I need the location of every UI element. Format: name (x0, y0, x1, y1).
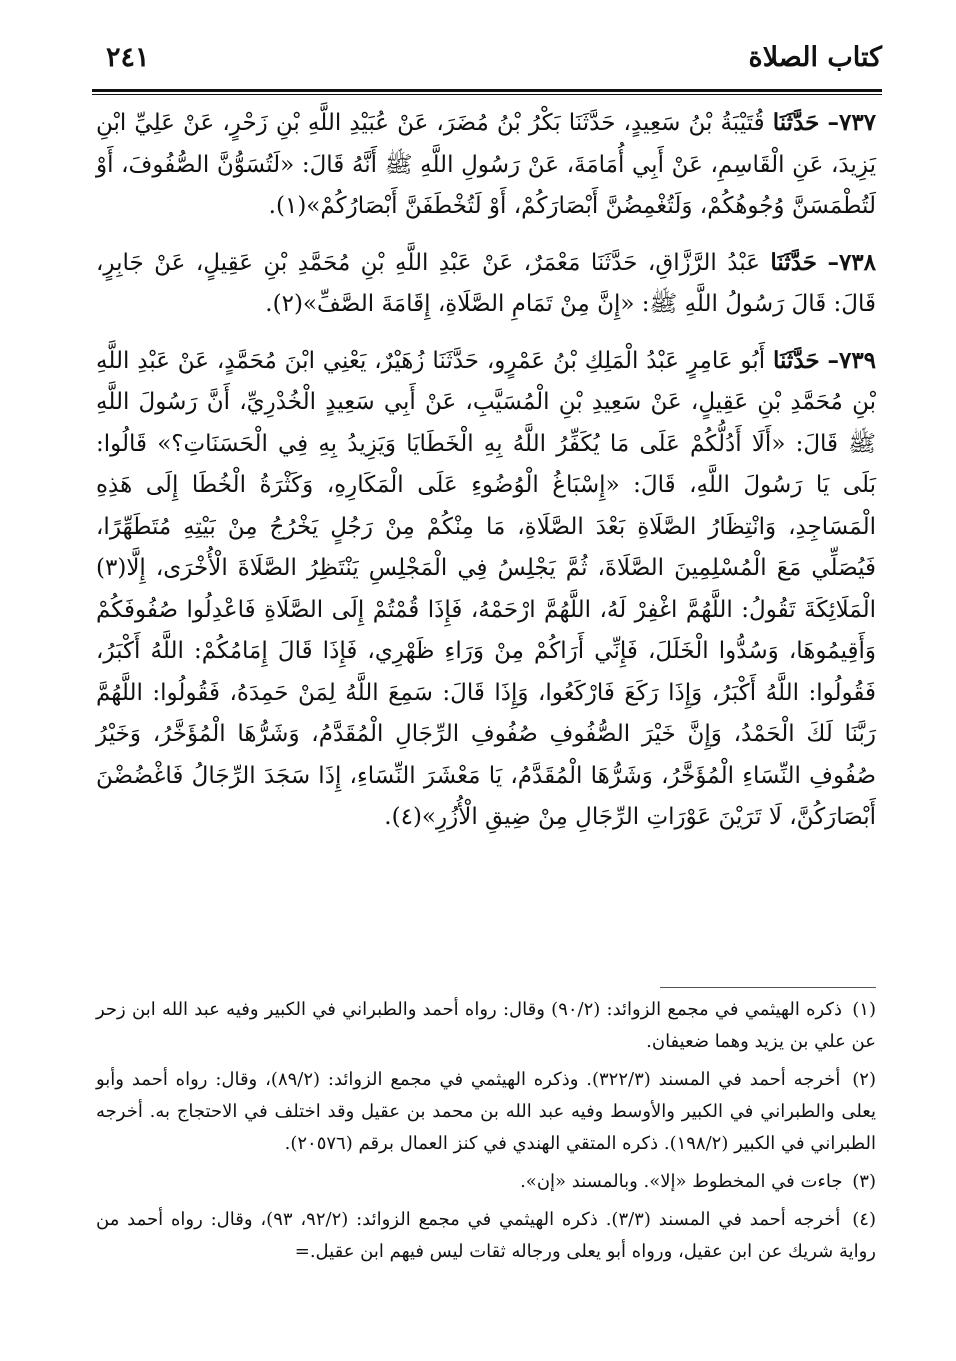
footnote-number: (٤) (852, 1209, 876, 1230)
footnote-3 (96, 1166, 876, 1198)
hadith-739 (96, 340, 876, 839)
hadith-text: قُتَيْبَةُ بْنُ سَعِيدٍ، حَدَّثَنَا بَكْرُ بْنُ مُضَرَ، عَنْ عُبَيْدِ اللَّهِ بْنِ زَحْرٍ، عَنْ عَلِيِّ ابْنِ يَزِيدَ، عَنِ الْقَاسِمِ، عَنْ أَبِي أُمَامَةَ، عَنْ رَسُولِ اللَّهِ ﷺ أَنَّهُ قَالَ: «لَتُسَوُّنَّ الصُّفُوفَ، أَوْ لَتُطْمَسَنَّ وُجُوهُكُمْ، وَلَتُغْمِضُنَّ أَبْصَارَكُمْ، أَوْ لَتُخْطَفَنَّ أَبْصَارُكُمْ»(١). (96, 110, 876, 219)
footnote-number: (١) (852, 999, 876, 1020)
main-text (96, 102, 876, 853)
footnote-text: أخرجه أحمد في المسند (٣٢٢/٣). وذكره الهيثمي في مجمع الزوائد: (٨٩/٢)، وقال: رواه أحمد وأبو يعلى والطبراني في الكبير والأوسط وفيه عبد الله بن محمد بن عقيل وقد اختلف في الاحتجاج به. أخرجه الطبراني في الكبير (١٩٨/٢). ذكره المتقي الهندي في كنز العمال برقم (٢٠٥٧٦). (96, 1069, 876, 1154)
hadith-738 (96, 242, 876, 326)
footnote-1 (96, 994, 876, 1058)
footnote-divider (660, 987, 876, 988)
page-number: ٢٤١ (106, 42, 150, 73)
footnote-number: (٢) (852, 1069, 876, 1090)
book-title: كتاب الصلاة (748, 42, 882, 73)
hadith-opening: حَدَّثَنَا (772, 346, 820, 374)
footnotes (96, 994, 876, 1274)
footnote-number: (٣) (852, 1171, 876, 1192)
hadith-opening: حَدَّثَنَا (770, 248, 818, 276)
hadith-number: ٧٣٩ (838, 346, 877, 374)
hadith-737 (96, 102, 876, 228)
header-rule (92, 89, 882, 92)
footnote-text: جاءت في المخطوط «إلا». وبالمسند «إن». (520, 1171, 843, 1192)
hadith-text: عَبْدُ الرَّزَّاقِ، حَدَّثَنَا مَعْمَرٌ، عَنْ عَبْدِ اللَّهِ بْنِ مُحَمَّدِ بْنِ عَقِيلٍ، عَنْ جَابِرٍ، قَالَ: قَالَ رَسُولُ اللَّهِ ﷺ: «إِنَّ مِنْ تَمَامِ الصَّلَاةِ، إِقَامَةَ الصَّفِّ»(٢). (96, 249, 876, 317)
hadith-separator: – (827, 109, 839, 136)
hadith-number: ٧٣٧ (838, 109, 877, 136)
hadith-text: أَبُو عَامِرٍ عَبْدُ الْمَلِكِ بْنُ عَمْرٍو، حَدَّثَنَا زُهَيْرٌ، يَعْنِي ابْنَ مُحَمَّدٍ، عَنْ عَبْدِ اللَّهِ بْنِ مُحَمَّدِ بْنِ عَقِيلٍ، عَنْ سَعِيدِ بْنِ الْمُسَيَّبِ، عَنْ أَبِي سَعِيدٍ الْخُدْرِيِّ، أَنَّ رَسُولَ اللَّهِ ﷺ قَالَ: «أَلَا أَدُلُّكُمْ عَلَى مَا يُكَفِّرُ اللَّهُ بِهِ الْخَطَايَا وَيَزِيدُ بِهِ فِي الْحَسَنَاتِ؟» قَالُوا: بَلَى يَا رَسُولَ اللَّهِ، قَالَ: «إِسْبَاغُ الْوُضُوءِ عَلَى الْمَكَارِهِ، وَكَثْرَةُ الْخُطَا إِلَى هَذِهِ الْمَسَاجِدِ، وَانْتِظَارُ الصَّلَاةِ بَعْدَ الصَّلَاةِ، مَا مِنْكُمْ مِنْ رَجُلٍ يَخْرُجُ مِنْ بَيْتِهِ مُتَطَهِّرًا، فَيُصَلِّي مَعَ الْمُسْلِمِينَ الصَّلَاةَ، ثُمَّ يَجْلِسُ فِي الْمَجْلِسِ يَنْتَظِرُ الصَّلَاةَ الْأُخْرَى، إِلَّا(٣) الْمَلَائِكَةَ تَقُولُ: اللَّهُمَّ اغْفِرْ لَهُ، اللَّهُمَّ ارْحَمْهُ، فَإِذَا قُمْتُمْ إِلَى الصَّلَاةِ فَاعْدِلُوا صُفُوفَكُمْ وَأَقِيمُوهَا، وَسُدُّوا الْخَلَلَ، فَإِنِّي أَرَاكُمْ مِنْ وَرَاءِ ظَهْرِي، فَإِذَا قَالَ إِمَامُكُمْ: اللَّهُ أَكْبَرُ، فَقُولُوا: اللَّهُ أَكْبَرُ، وَإِذَا رَكَعَ فَارْكَعُوا، وَإِذَا قَالَ: سَمِعَ اللَّهُ لِمَنْ حَمِدَهُ، فَقُولُوا: اللَّهُمَّ رَبَّنَا لَكَ الْحَمْدُ، وَإِنَّ خَيْرَ الصُّفُوفِ صُفُوفِ الرِّجَالِ الْمُقَدَّمُ، وَشَرُّهَا الْمُؤَخَّرُ، وَخَيْرُ صُفُوفِ النِّسَاءِ الْمُؤَخَّرُ، وَشَرُّهَا الْمُقَدَّمُ، يَا مَعْشَرَ النِّسَاءِ، إِذَا سَجَدَ الرِّجَالُ فَاغْضُضْنَ أَبْصَارَكُنَّ، لَا تَرَيْنَ عَوْرَاتِ الرِّجَالِ مِنْ ضِيقِ الْأُزُرِ»(٤). (96, 347, 876, 830)
hadith-opening: حَدَّثَنَا (772, 109, 820, 136)
footnote-text: أخرجه أحمد في المسند (٣/٣). ذكره الهيثمي في مجمع الزوائد: (٩٢/٢، ٩٣)، وقال: رواه أحمد من رواية شريك عن ابن عقيل، ورواه أبو يعلى ورجاله ثقات ليس فيهم ابن عقيل.= (96, 1209, 876, 1262)
hadith-number: ٧٣٨ (838, 248, 877, 276)
hadith-separator: – (827, 248, 839, 276)
hadith-separator: – (827, 346, 839, 374)
footnote-4 (96, 1204, 876, 1268)
page-header (92, 40, 882, 92)
footnote-text: ذكره الهيثمي في مجمع الزوائد: (٩٠/٢) وقال: رواه أحمد والطبراني في الكبير وفيه عبد الله ابن زحر عن علي بن يزيد وهما ضعيفان. (96, 999, 876, 1052)
header-rule-thin (92, 94, 882, 95)
footnote-2 (96, 1064, 876, 1160)
